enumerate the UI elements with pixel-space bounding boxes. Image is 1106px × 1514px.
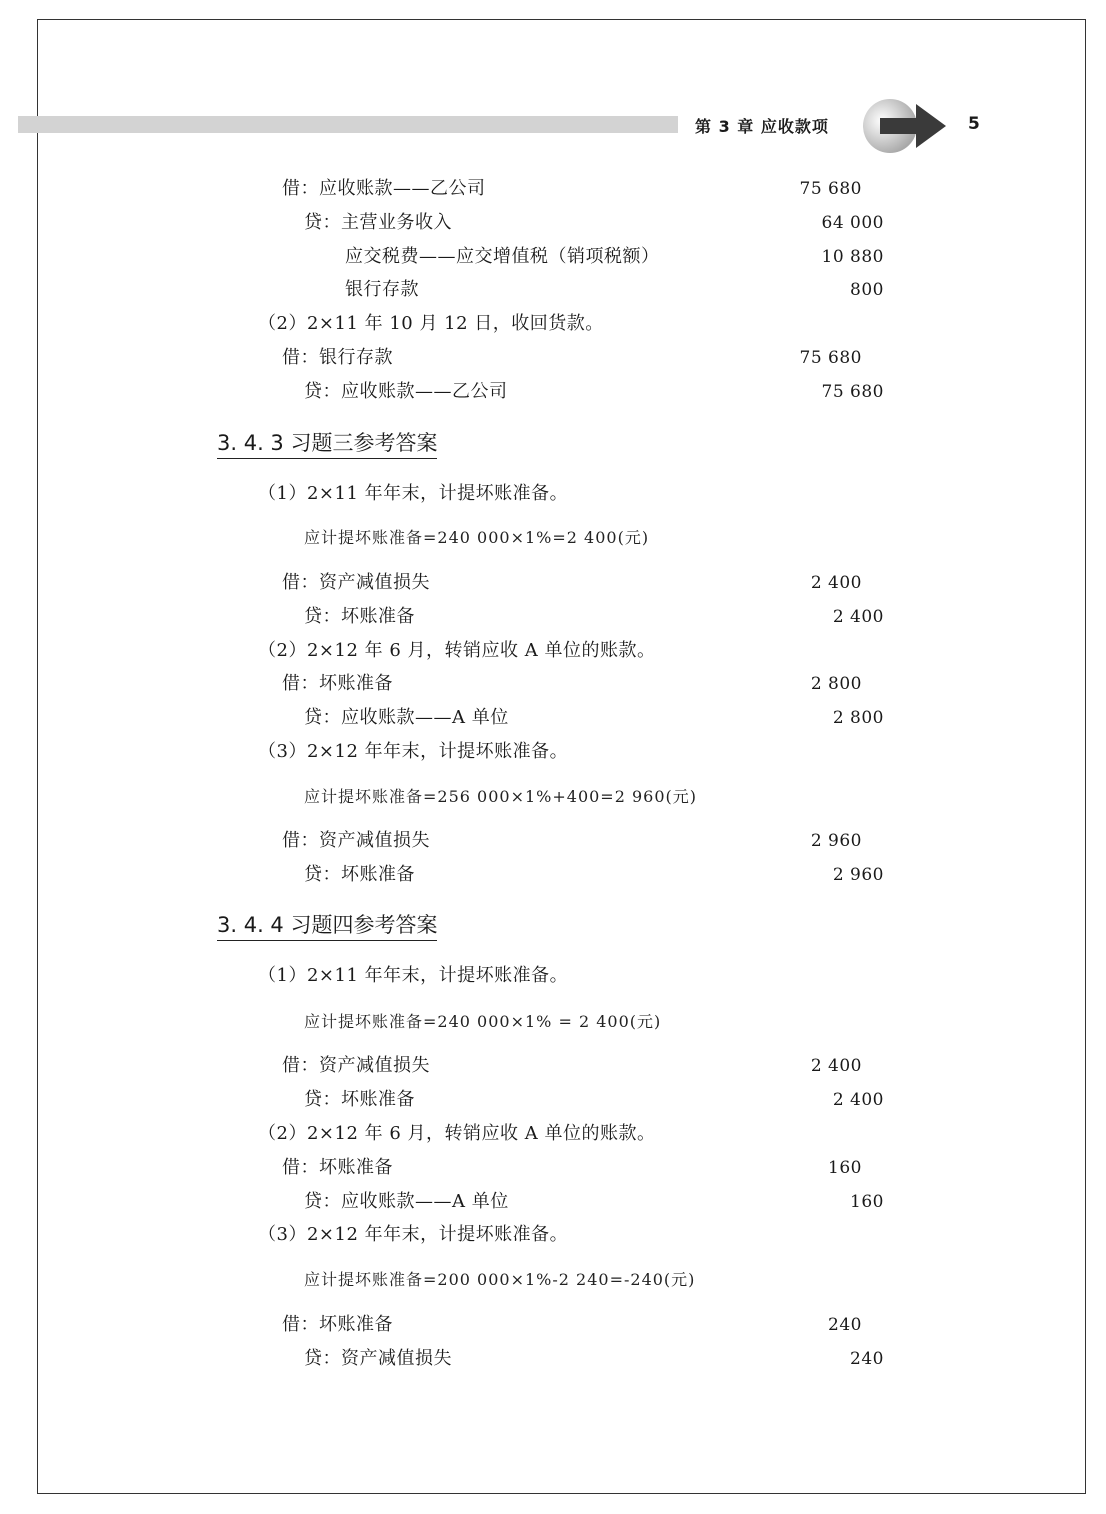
credit-amount: 2 960 (832, 865, 884, 885)
credit-amount: 2 400 (832, 607, 884, 627)
journal-line: 借：银行存款 (282, 347, 393, 368)
credit-amount: 2 800 (832, 708, 884, 728)
credit-amount: 64 000 (821, 213, 884, 233)
debit-amount: 160 (828, 1158, 862, 1178)
step-text: （3）2×12 年年末，计提坏账准备。 (258, 1224, 569, 1245)
journal-line: 贷：坏账准备 (304, 864, 415, 885)
journal-line: 应交税费——应交增值税（销项税额） (345, 246, 660, 267)
journal-line: 借：坏账准备 (282, 1314, 393, 1335)
debit-amount: 2 400 (810, 573, 862, 593)
credit-amount: 75 680 (821, 382, 884, 402)
credit-amount: 800 (850, 280, 884, 300)
page-number: 5 (968, 114, 980, 134)
step-text: （2）2×11 年 10 月 12 日，收回货款。 (258, 313, 604, 334)
debit-amount: 2 400 (810, 1056, 862, 1076)
journal-line: 贷：应收账款——乙公司 (304, 381, 508, 402)
formula: 应计提坏账准备=200 000×1%-2 240=-240(元) (304, 1270, 696, 1289)
debit-amount: 75 680 (799, 179, 862, 199)
journal-line: 借：资产减值损失 (282, 830, 430, 851)
debit-amount: 2 800 (810, 674, 862, 694)
step-text: （1）2×11 年年末，计提坏账准备。 (258, 483, 569, 504)
journal-line: 借：资产减值损失 (282, 572, 430, 593)
debit-amount: 2 960 (810, 831, 862, 851)
arrow-right-icon (862, 98, 948, 154)
journal-line: 借：坏账准备 (282, 1157, 393, 1178)
credit-amount: 240 (850, 1349, 884, 1369)
journal-line: 贷：主营业务收入 (304, 212, 452, 233)
formula: 应计提坏账准备=240 000×1%=2 400(元) (304, 528, 650, 547)
step-text: （3）2×12 年年末，计提坏账准备。 (258, 741, 569, 762)
journal-line: 贷：坏账准备 (304, 606, 415, 627)
journal-line: 贷：资产减值损失 (304, 1348, 452, 1369)
debit-amount: 75 680 (799, 348, 862, 368)
debit-amount: 240 (828, 1315, 862, 1335)
step-text: （2）2×12 年 6 月，转销应收 A 单位的账款。 (258, 1123, 656, 1144)
credit-amount: 2 400 (832, 1090, 884, 1110)
journal-line: 借：应收账款——乙公司 (282, 178, 486, 199)
section-heading: 3. 4. 3 习题三参考答案 (217, 430, 437, 459)
credit-amount: 10 880 (821, 247, 884, 267)
header-bar (18, 116, 678, 133)
journal-line: 借：坏账准备 (282, 673, 393, 694)
section-heading: 3. 4. 4 习题四参考答案 (217, 912, 437, 941)
formula: 应计提坏账准备=256 000×1%+400=2 960(元) (304, 787, 698, 806)
step-text: （2）2×12 年 6 月，转销应收 A 单位的账款。 (258, 640, 656, 661)
formula: 应计提坏账准备=240 000×1% = 2 400(元) (304, 1012, 662, 1031)
journal-line: 贷：坏账准备 (304, 1089, 415, 1110)
journal-line: 贷：应收账款——A 单位 (304, 707, 509, 728)
journal-line: 借：资产减值损失 (282, 1055, 430, 1076)
chapter-title: 第 3 章 应收款项 (695, 117, 829, 136)
journal-line: 银行存款 (345, 279, 419, 300)
credit-amount: 160 (850, 1192, 884, 1212)
step-text: （1）2×11 年年末，计提坏账准备。 (258, 965, 569, 986)
journal-line: 贷：应收账款——A 单位 (304, 1191, 509, 1212)
